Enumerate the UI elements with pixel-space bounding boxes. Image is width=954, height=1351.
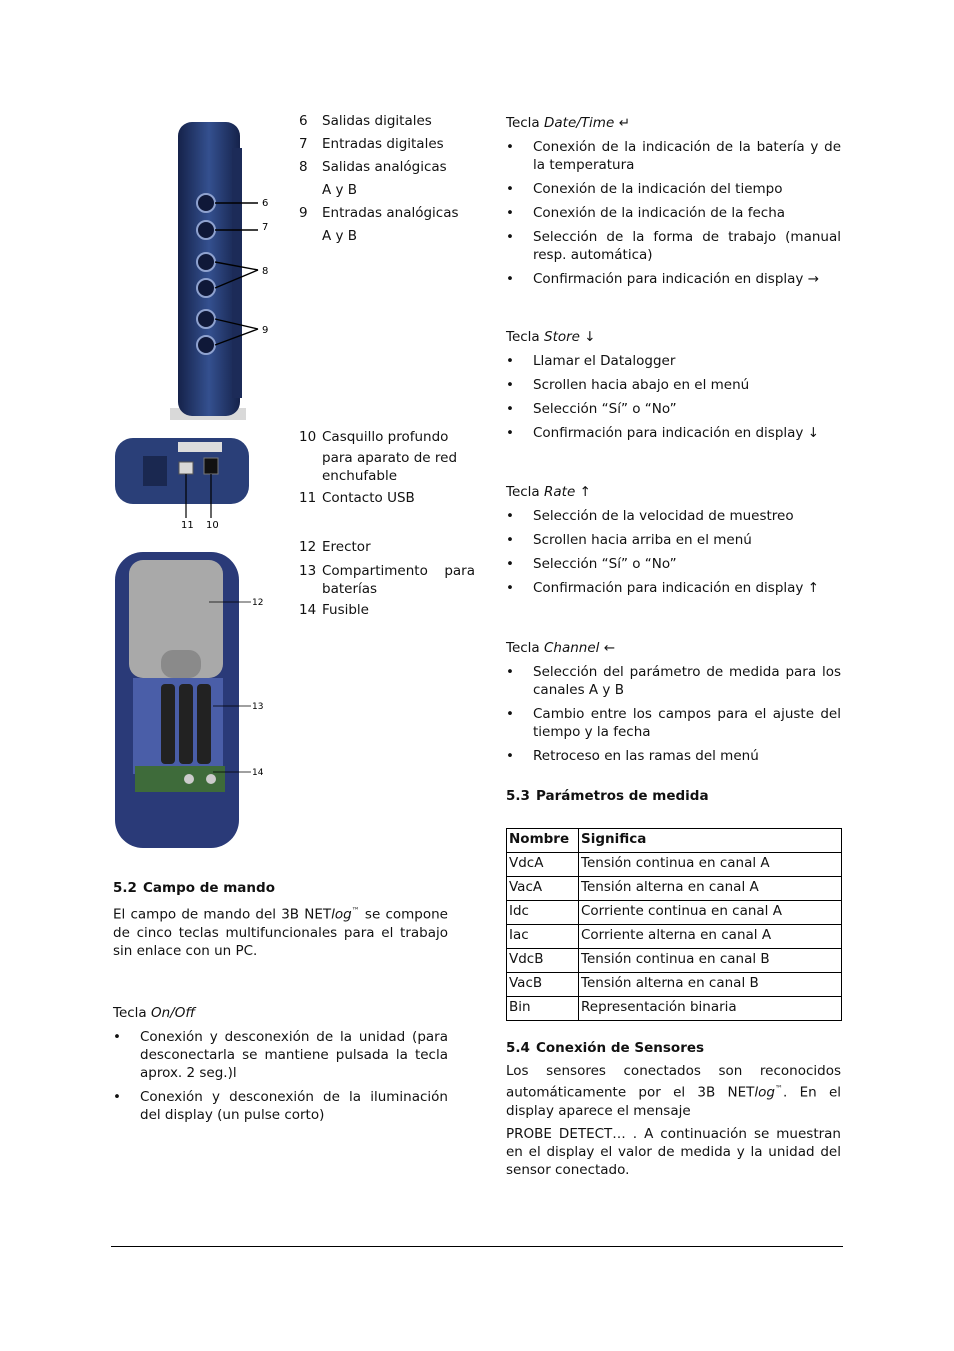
list-item: • Confirmación para indicación en display ↑ (506, 580, 820, 596)
legend-item-11: 11 Contacto USB (299, 490, 415, 506)
usb-port (179, 462, 193, 474)
table-row: VacA Tensión alterna en canal A (507, 877, 842, 901)
callout-7: 7 (262, 222, 269, 233)
legend-item-10-sub: para aparato de red enchufable (322, 450, 458, 484)
key-date-time (506, 114, 841, 294)
list-item: • Conexión de la indicación del tiempo (506, 181, 783, 197)
section-5-4-p1: Los sensores conectados son reconocidos automáticamente por el 3B NETlog™. En el display aparece el mensaje (506, 1063, 841, 1119)
list-item: • Selección “Sí” o “No” (506, 556, 677, 572)
list-item: • Conexión y desconexión de la unidad (para desconectarla se mantiene pulsada la tecla aprox. 2 seg.)l (113, 1028, 448, 1081)
section-5-3-heading: 5.3 Parámetros de medida (506, 788, 709, 804)
key-store-title: Tecla Store ↓ (506, 329, 596, 345)
list-item: • Conexión de la indicación de la fecha (506, 205, 786, 221)
legend-item-13: 13 Compartimento para baterías (299, 563, 475, 597)
legend-item-7: 7 Entradas digitales (299, 136, 444, 152)
section-5-2-intro: El campo de mando del 3B NETlog™ se compone de cinco teclas multifuncionales para el trabajo sin enlace con un PC. (113, 906, 448, 959)
list-item: • Selección de la velocidad de muestreo (506, 508, 794, 524)
callout-11: 11 (181, 520, 194, 530)
list-item: • Retroceso en las ramas del menú (506, 748, 759, 764)
arrow-left-icon: ← (603, 640, 616, 656)
list-item: • Selección de la forma de trabajo (manual resp. automática) (506, 229, 841, 263)
arrow-down-icon: ↓ (584, 329, 596, 345)
section-5-4 (506, 1040, 841, 1179)
key-date-time-title: Tecla Date/Time ↵ (506, 115, 630, 131)
legend-item-6: 6 Salidas digitales (299, 113, 432, 129)
callout-6: 6 (262, 198, 269, 209)
table-header: Significa (579, 829, 842, 853)
key-channel-title: Tecla Channel ← (506, 640, 616, 656)
legend-list-back (299, 536, 475, 622)
list-item: • Selección “Sí” o “No” (506, 401, 677, 417)
device-bottom-illustration (113, 434, 253, 530)
device-side-illustration (168, 118, 278, 422)
section-5-3 (506, 788, 842, 1021)
device-back-illustration (113, 550, 273, 850)
key-channel (506, 639, 841, 771)
list-item: • Selección del parámetro de medida para los canales A y B (506, 664, 841, 698)
list-item: • Conexión y desconexión de la iluminación del display (un pulse corto) (113, 1088, 448, 1123)
arrow-up-icon: ↑ (579, 484, 591, 500)
callout-12: 12 (252, 598, 264, 608)
list-item: • Scrollen hacia abajo en el menú (506, 377, 750, 393)
figure-device-side (168, 118, 278, 422)
list-item: • Llamar el Datalogger (506, 353, 676, 369)
table-row: Iac Corriente alterna en canal A (507, 925, 842, 949)
table-row: Bin Representación binaria (507, 997, 842, 1021)
list-item: • Cambio entre los campos para el ajuste del tiempo y la fecha (506, 706, 841, 740)
legend-item-10: 10 Casquillo profundo (299, 429, 449, 445)
table-header: Nombre (507, 829, 579, 853)
section-5-2-heading: 5.2 Campo de mando (113, 880, 275, 896)
enter-icon: ↵ (618, 115, 630, 131)
list-item: • Confirmación para indicación en display → (506, 271, 820, 287)
callout-10: 10 (206, 520, 219, 530)
legend-item-9: 9 Entradas analógicas (299, 205, 459, 221)
section-5-4-p2: PROBE DETECT… . A continuación se muestran en el display el valor de medida y la unidad del sensor conectado. (506, 1125, 841, 1178)
table-row: VdcB Tensión continua en canal B (507, 949, 842, 973)
legend-list-bottom (299, 426, 479, 510)
legend-item-8: 8 Salidas analógicas (299, 159, 447, 175)
list-item: • Confirmación para indicación en display ↓ (506, 425, 820, 441)
legend-item-8-sub: A y B (322, 182, 358, 198)
figure-device-back (113, 550, 273, 850)
legend-item-14: 14 Fusible (299, 602, 369, 618)
power-jack (204, 458, 218, 474)
callout-9: 9 (262, 325, 269, 336)
key-onoff-title: Tecla On/Off (113, 1004, 196, 1021)
callout-13: 13 (252, 702, 264, 712)
callout-8: 8 (262, 266, 269, 277)
list-item: • Conexión de la indicación de la batería y de la temperatura (506, 139, 841, 173)
key-rate (506, 483, 841, 603)
list-item: • Scrollen hacia arriba en el menú (506, 532, 752, 548)
section-5-4-heading: 5.4 Conexión de Sensores (506, 1040, 705, 1056)
table-row: VdcA Tensión continua en canal A (507, 853, 842, 877)
key-store (506, 328, 841, 448)
parameters-table (506, 828, 842, 1021)
legend-list-connectors (299, 110, 479, 248)
legend-item-12: 12 Erector (299, 539, 371, 555)
callout-14: 14 (252, 768, 264, 778)
table-header-row (507, 829, 842, 853)
footer-divider (111, 1246, 843, 1247)
key-onoff-list (113, 1028, 448, 1124)
figure-device-bottom (113, 434, 253, 530)
section-5-2 (113, 880, 448, 1130)
key-rate-title: Tecla Rate ↑ (506, 484, 591, 500)
table-row: Idc Corriente continua en canal A (507, 901, 842, 925)
table-row: VacB Tensión alterna en canal B (507, 973, 842, 997)
legend-item-9-sub: A y B (322, 228, 358, 244)
